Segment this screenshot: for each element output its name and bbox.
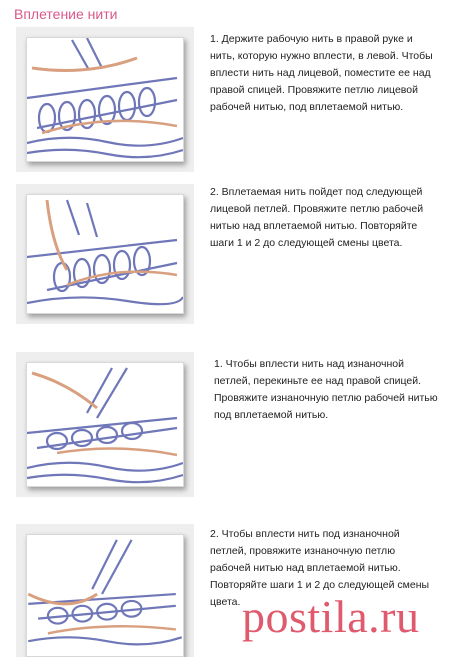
knitting-illustration bbox=[27, 363, 183, 486]
step-text-1: 1. Держите рабочую нить в правой руке и нить, которую нужно вплести, в левой. Чтобы вплести нить над лицевой, поместите ее над правой спицей. Провяжите петлю лицевой рабочей нитью, под вплетаемой нитью. bbox=[210, 33, 433, 113]
page-title: Вплетение нити bbox=[14, 6, 118, 22]
illustration-frame bbox=[26, 534, 184, 657]
illustration-frame bbox=[26, 37, 184, 162]
illustration-3 bbox=[16, 352, 194, 497]
illustration-frame bbox=[26, 362, 184, 487]
knitting-illustration bbox=[27, 535, 183, 656]
knitting-illustration bbox=[27, 195, 183, 313]
step-text-4: 2. Чтобы вплести нить под изнаночной петлей, провяжите изнаночную петлю рабочей нитью над вплетаемой нитью. Повторяйте шаги 1 и 2 до следующей смены цвета. bbox=[210, 528, 430, 608]
knitting-illustration bbox=[27, 38, 183, 161]
illustration-2 bbox=[16, 184, 194, 324]
watermark-logo: postila.ru bbox=[242, 591, 420, 642]
illustration-frame bbox=[26, 194, 184, 314]
step-text-2: 2. Вплетаемая нить пойдет под следующей лицевой петлей. Провяжите петлю рабочей нитью над вплетаемой нитью. Повторяйте шаги 1 и 2 до следующей смены цвета. bbox=[210, 186, 424, 249]
illustration-4 bbox=[16, 524, 194, 657]
step-text-3: 1. Чтобы вплести нить над изнаночной петлей, перекиньте ее над правой спицей. Провяжите изнаночную петлю рабочей нитью под вплетаемой нитью. bbox=[214, 358, 438, 421]
illustration-1 bbox=[16, 27, 194, 172]
